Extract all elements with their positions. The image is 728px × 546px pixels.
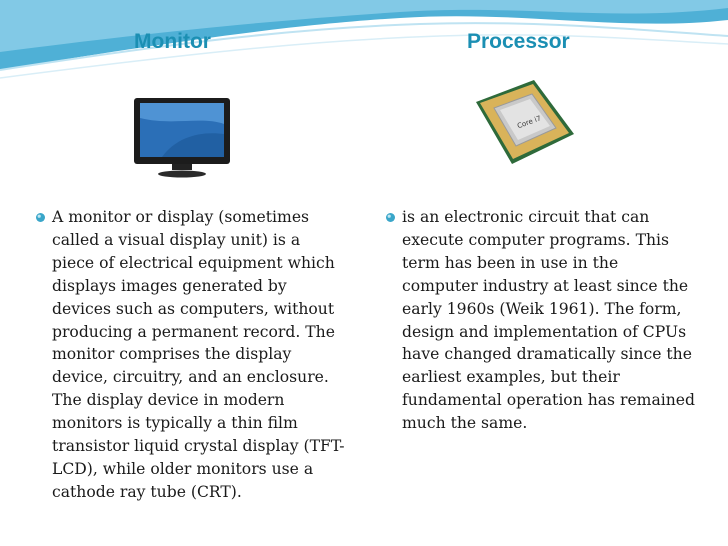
cpu-chip-image (472, 76, 578, 170)
monitor-image (132, 96, 232, 178)
processor-column (385, 206, 695, 435)
processor-heading: Processor (467, 30, 570, 53)
chip-label: Core i7 (516, 114, 543, 131)
bullet-icon (385, 212, 396, 223)
monitor-heading: Monitor (134, 30, 211, 53)
monitor-description: A monitor or display (sometimes called a visual display unit) is a piece of electrical equipment which displays images generated by devices such as computers, without producing a permanent record. The monitor comprises the display device, circuitry, and an enclosure. The display device in modern monitors is typically a thin film transistor liquid crystal display (TFT-LCD), while older monitors use a cathode ray tube (CRT). (52, 208, 345, 501)
bullet-icon (35, 212, 46, 223)
processor-description: is an electronic circuit that can execute computer programs. This term has been in use in the computer industry at least since the early 1960s (Weik 1961). The form, design and implementation of CPUs have changed dramatically since the earliest examples, but their fundamental operation has remained much the same. (402, 208, 695, 433)
monitor-column (35, 206, 345, 504)
header-wave-decoration (0, 0, 728, 90)
